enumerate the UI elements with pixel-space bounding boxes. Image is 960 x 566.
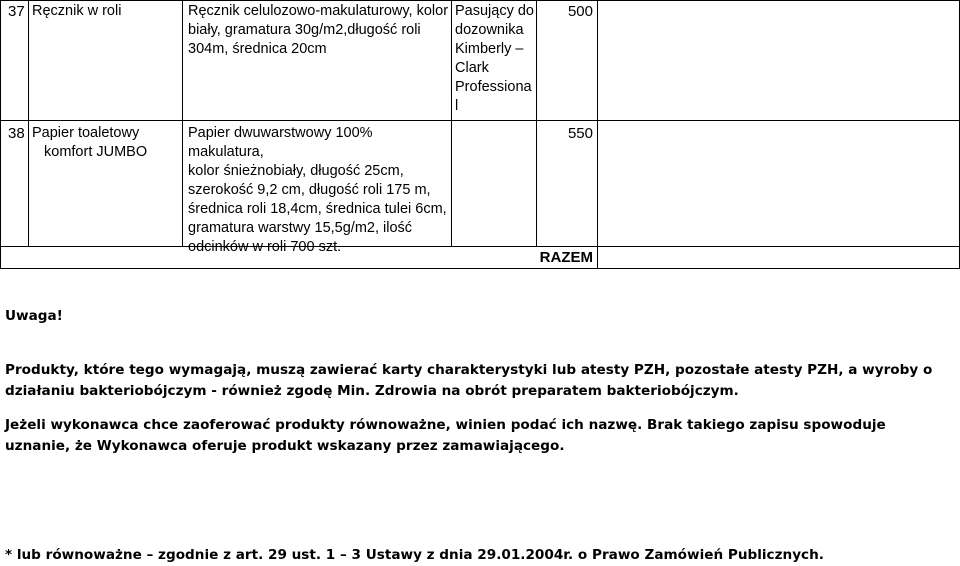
product-name <box>32 124 180 162</box>
row-divider <box>0 120 960 121</box>
description-line: szerokość 9,2 cm, długość roli 175 m, <box>188 182 431 198</box>
row-number: 38 <box>8 125 25 142</box>
description-line: 304m, średnica 20cm <box>188 41 327 57</box>
name-line: Papier toaletowy <box>32 125 140 141</box>
description-line: odcinków w roli 700 szt. <box>188 239 342 255</box>
notes-paragraph-2: Jeżeli wykonawca chce zaoferować produkty równoważne, winien podać ich nazwę. Brak takiego zapisu spowoduje uznanie, że Wykonawca oferuje produkt wskazany przez zamawiającego. <box>5 417 886 454</box>
footnote: * lub równoważne – zgodnie z art. 29 ust. 1 – 3 Ustawy z dnia 29.01.2004r. o Prawo Zamówień Publicznych. <box>5 547 824 563</box>
notes-paragraph-1: Produkty, które tego wymagają, muszą zawierać karty charakterystyki lub atesty PZH, pozostałe atesty PZH, a wyroby o działaniu bakteriobójczym - również zgodę Min. Zdrowia na obrót preparatem bakteriobójczym. <box>5 362 933 399</box>
product-name: Ręcznik w roli <box>32 3 122 19</box>
row-number: 37 <box>8 3 25 20</box>
note-line: l <box>455 98 459 114</box>
table-border-top <box>0 0 960 1</box>
name-line: komfort JUMBO <box>44 144 148 160</box>
quantity: 550 <box>567 125 593 142</box>
product-description <box>188 2 450 59</box>
note-line: Kimberly – <box>455 41 524 57</box>
col-divider <box>182 0 183 247</box>
note-line: Clark <box>455 60 489 76</box>
product-description <box>188 124 450 257</box>
note-line: Pasujący do <box>455 3 534 19</box>
description-line: Ręcznik celulozowo-makulaturowy, kolor <box>188 3 449 19</box>
description-line: średnica roli 18,4cm, średnica tulei 6cm, <box>188 201 447 217</box>
col-divider <box>451 0 452 247</box>
product-note <box>455 2 535 116</box>
warning-heading: Uwaga! <box>5 308 63 324</box>
description-line: kolor śnieżnobiały, długość 25cm, <box>188 163 404 179</box>
note-line: dozownika <box>455 22 524 38</box>
total-label: RAZEM <box>539 249 593 266</box>
description-line: biały, gramatura 30g/m2,długość roli <box>188 22 421 38</box>
col-divider <box>597 0 598 269</box>
row-divider <box>0 246 960 247</box>
description-line: Papier dwuwarstwowy 100% makulatura, <box>188 125 373 160</box>
col-divider <box>28 0 29 247</box>
note-line: Professiona <box>455 79 532 95</box>
table-border-bottom <box>0 268 960 269</box>
col-divider <box>0 0 1 269</box>
quantity: 500 <box>567 3 593 20</box>
description-line: gramatura warstwy 15,5g/m2, ilość <box>188 220 413 236</box>
